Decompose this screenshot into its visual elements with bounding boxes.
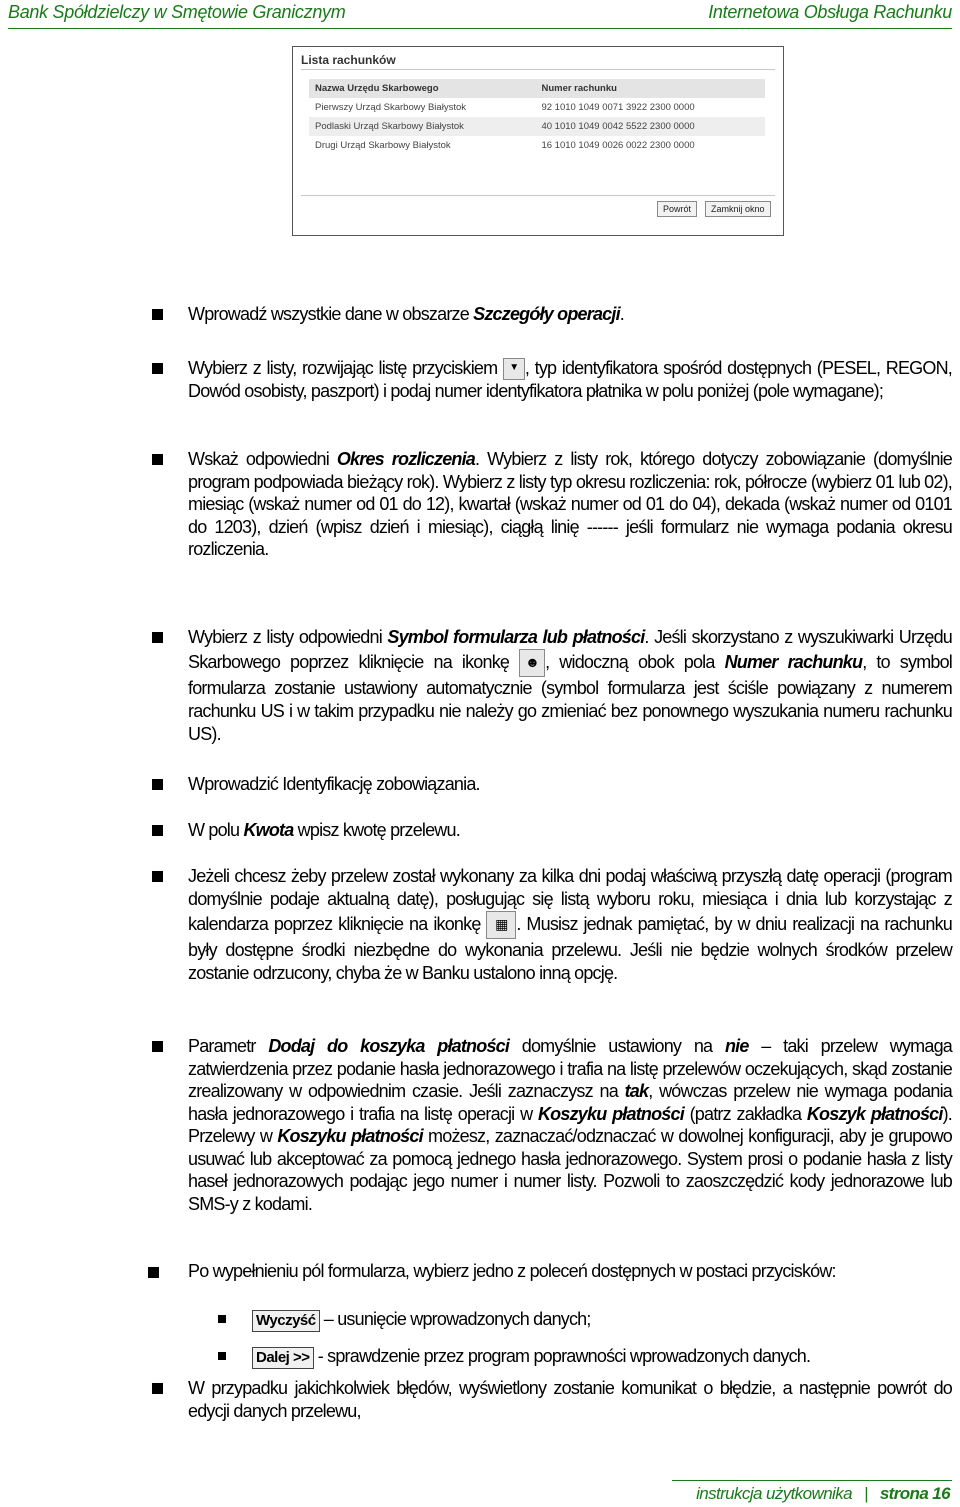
table-row[interactable] (309, 117, 765, 136)
bullet-icon (152, 1383, 163, 1394)
list-item: Wprowadź wszystkie dane w obszarze Szczegóły operacji. (188, 304, 624, 324)
list-item: Parametr Dodaj do koszyka płatności domyślnie ustawiony na nie – taki przelew wymaga zatwierdzenia przez podanie hasła jednorazowego i trafia na listę przelewów oczekujących, skąd zostanie zrealizowany w odpowiednim czasie. Jeśli zaznaczysz na tak, wówczas przelew nie wymaga podania hasła jednorazowego i trafia na listę operacji w Koszyku płatności (patrz zakładka Koszyk płatności). Przelewy w Koszyku płatności możesz, zaznaczać/odznaczać w dowolnej konfiguracji, aby je grupowo usuwać lub akceptować za pomocą jednego hasła jednorazowego. System prosi o podanie hasła z listy haseł jednorazowych podając jego numer i numer listy. Pozwoli to zaoszczędzić kody jednorazowe lub SMS-y z kodami. (188, 1036, 953, 1214)
bullet-icon (152, 309, 163, 320)
screenshot-divider (301, 69, 775, 70)
sub-list-item: Dalej >> - sprawdzenie przez program poprawności wprowadzonych danych. (252, 1344, 810, 1369)
bullet-icon (152, 825, 163, 836)
list-item: Wybierz z listy odpowiedni Symbol formularza lub płatności. Jeśli skorzystano z wyszukiwarki Urzędu Skarbowego poprzez kliknięcie na ikonkę ☻ , widoczną obok pola Numer rachunku, to symbol formularza zostanie ustawiony automatycznie (symbol formularza jest ściśle powiązany z numerem rachunku US i w takim przypadku nie należy go zmieniać bez ponownego wyszukania numeru rachunku US). (188, 627, 953, 744)
footer-label: instrukcja użytkownika (696, 1484, 852, 1503)
dropdown-arrow-icon: ▼ (503, 358, 525, 380)
column-header: Nazwa Urzędu Skarbowego (309, 79, 535, 98)
bullet-icon (152, 632, 163, 643)
bullet-icon (152, 779, 163, 790)
office-name: Podlaski Urząd Skarbowy Białystok (309, 117, 535, 136)
account-number: 40 1010 1049 0042 5522 2300 0000 (535, 117, 765, 136)
table-row[interactable] (309, 136, 765, 155)
account-list-screenshot (292, 46, 784, 236)
screenshot-title: Lista rachunków (301, 53, 396, 67)
column-header: Numer rachunku (535, 79, 765, 98)
page-footer: instrukcja użytkownika | strona 16 (696, 1484, 950, 1503)
table-header-row (309, 79, 765, 98)
bullet-icon (148, 1267, 159, 1278)
sub-bullet-icon (218, 1315, 226, 1323)
footer-divider (672, 1480, 952, 1481)
list-item: Wprowadzić Identyfikację zobowiązania. (188, 774, 480, 794)
page-header (0, 0, 960, 30)
document-title: Internetowa Obsługa Rachunku (708, 2, 952, 22)
table-row[interactable] (309, 98, 765, 117)
bullet-icon (152, 1041, 163, 1052)
account-number: 92 1010 1049 0071 3922 2300 0000 (541, 102, 695, 113)
page-number: strona 16 (879, 1484, 950, 1503)
bullet-icon (152, 454, 163, 465)
list-item: W przypadku jakichkolwiek błędów, wyświetlony zostanie komunikat o błędzie, a następnie powrót do edycji danych przelewu, (188, 1378, 952, 1421)
account-table (309, 79, 765, 155)
office-name: Drugi Urząd Skarbowy Białystok (315, 140, 451, 151)
sub-bullet-icon (218, 1352, 226, 1360)
header-divider (8, 28, 952, 29)
clear-button[interactable]: Wyczyść (252, 1310, 320, 1332)
list-item: Wskaż odpowiedni Okres rozliczenia. Wybierz z listy rok, którego dotyczy zobowiązanie (domyślnie program podpowiada bieżący rok). Wybierz z listy typ okresu rozliczenia: rok, półrocze (wybierz 01 lub 02), miesiąc (wskaż numer od 01 do 12), kwartał (wskaż numer od 01 do 04), dekada (wskaż numer od 0101 do 1203), dzień (wpisz dzień i miesiąc), ciągłą linię ------ jeśli formularz nie wymaga podania okresu rozliczenia. (188, 449, 952, 559)
list-item: Wybierz z listy, rozwijając listę przyciskiem ▼ , typ identyfikatora spośród dostępnych (PESEL, REGON, Dowód osobisty, paszport) i podaj numer identyfikatora płatnika w polu poniżej (pole wymagane); (188, 358, 952, 402)
back-button[interactable]: Powrót (657, 201, 697, 217)
list-item: Jeżeli chcesz żeby przelew został wykonany za kilka dni podaj właściwą przyszłą datę operacji (program domyślnie podaje aktualną datę), posługując się listą wyboru roku, miesiąca i dnia lub korzystając z kalendarza poprzez kliknięcie na ikonkę ▦ . Musisz jednak pamiętać, by w dniu realizacji na rachunku były dostępne środki niezbędne do wykonania przelewu. Jeśli nie będzie wolnych środków przelew zostanie odrzucony, chyba że w Banku ustalono inną opcję. (188, 866, 952, 983)
bullet-icon (152, 871, 163, 882)
sub-list-item: Wyczyść – usunięcie wprowadzonych danych; (252, 1307, 591, 1332)
next-button[interactable]: Dalej >> (252, 1347, 314, 1369)
close-window-button[interactable]: Zamknij okno (705, 201, 771, 217)
bullet-icon (152, 363, 163, 374)
office-name: Pierwszy Urząd Skarbowy Białystok (315, 102, 466, 113)
button-divider (301, 195, 775, 196)
user-search-icon: ☻ (519, 649, 545, 677)
list-item: W polu Kwota wpisz kwotę przelewu. (188, 820, 460, 840)
calendar-icon: ▦ (486, 911, 516, 939)
account-number: 16 1010 1049 0026 0022 2300 0000 (541, 140, 695, 151)
list-item: Po wypełnieniu pól formularza, wybierz jedno z poleceń dostępnych w postaci przycisków: (188, 1261, 836, 1281)
bank-name: Bank Spółdzielczy w Smętowie Granicznym (8, 2, 346, 22)
